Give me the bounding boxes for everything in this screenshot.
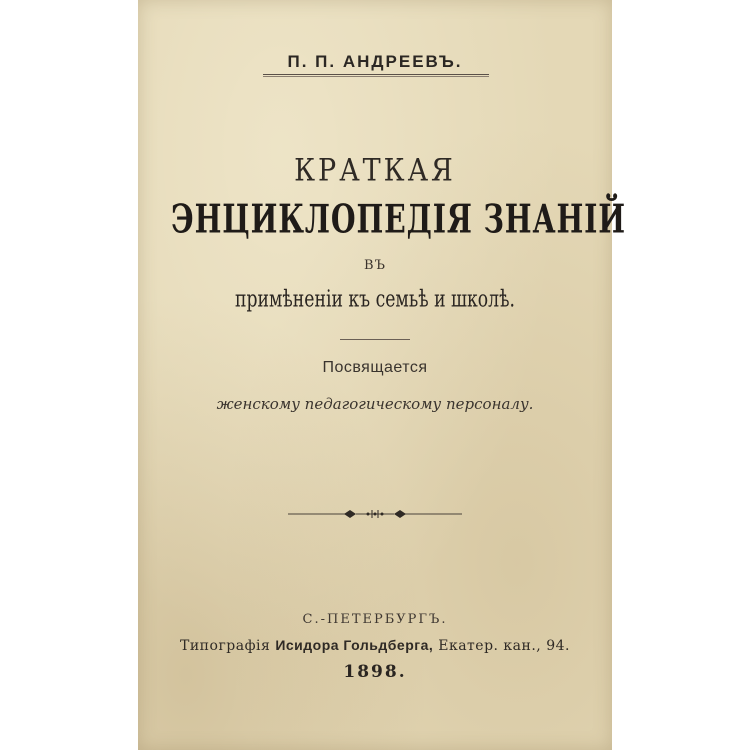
title-preposition: ВЪ (364, 258, 386, 273)
author-name: П. П. АНДРЕЕВЪ. (287, 52, 463, 71)
title-line-1: КРАТКАЯ (294, 152, 456, 189)
dedication-text: женскому педагогическому персоналу. (216, 395, 534, 413)
title-page (138, 0, 626, 750)
imprint-press-prefix: Типографія (180, 638, 271, 654)
imprint-year: 1898. (343, 662, 407, 682)
title-subtitle: примѣненіи къ семьѣ и школѣ. (235, 285, 515, 313)
author-double-rule (263, 74, 489, 77)
imprint-press-address: Екатер. кан., 94. (438, 638, 570, 654)
ornament-divider-icon (288, 505, 462, 523)
section-divider-rule (340, 339, 410, 340)
imprint-city: С.-ПЕТЕРБУРГЪ. (302, 612, 448, 627)
dedication-heading: Посвящается (322, 359, 428, 376)
imprint-press (138, 637, 612, 654)
title-line-2: ЭНЦИКЛОПЕДІЯ ЗНАНІЙ (171, 195, 626, 242)
imprint-press-name: Исидора Гольдберга, (275, 637, 434, 653)
